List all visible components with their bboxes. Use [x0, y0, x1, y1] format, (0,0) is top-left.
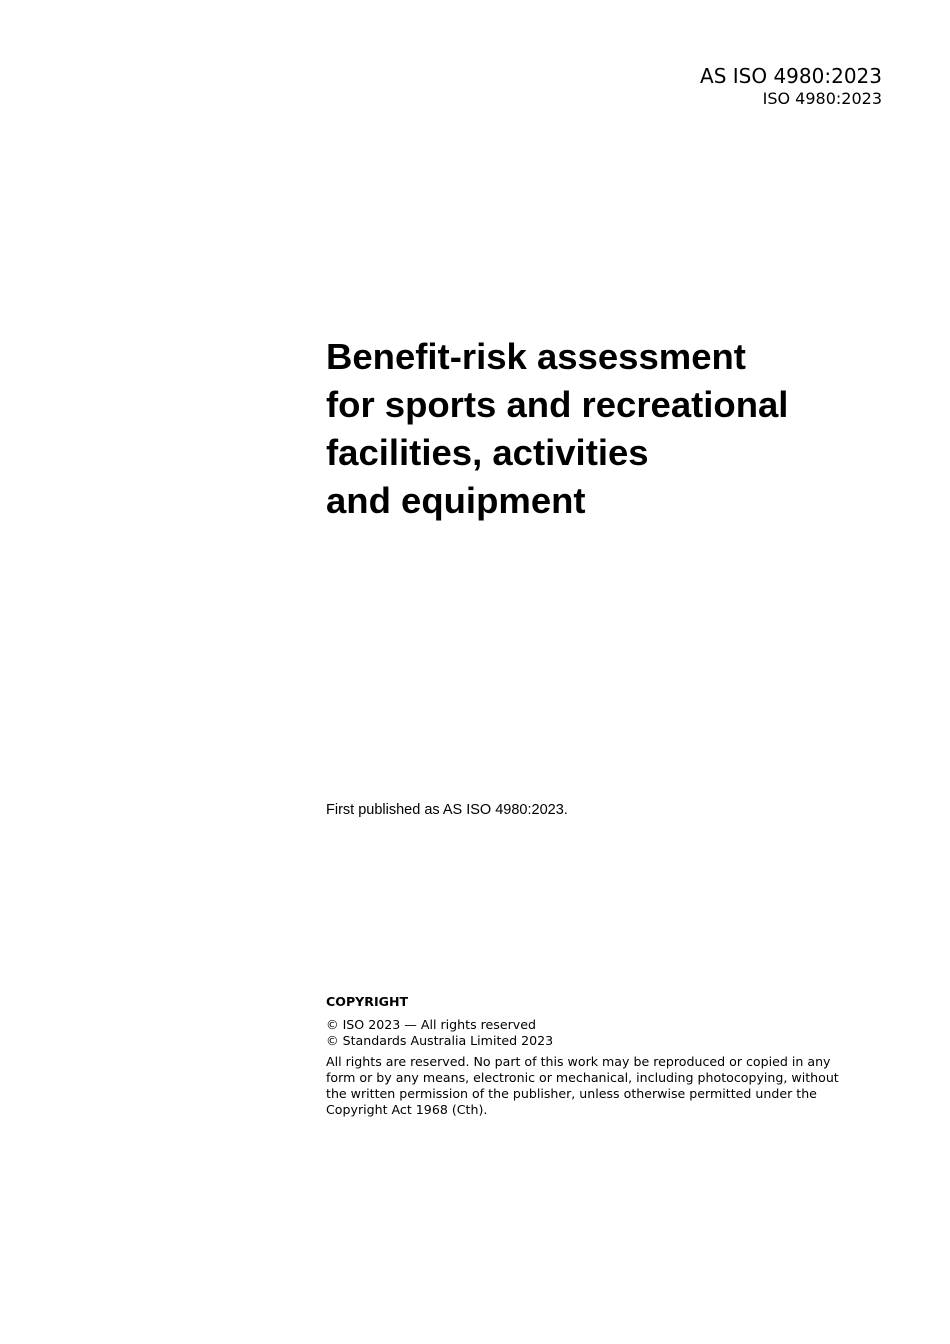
copyright-owner-iso: © ISO 2023 — All rights reserved	[326, 1017, 536, 1032]
copyright-block	[326, 994, 856, 1118]
copyright-owner-standards-australia: © Standards Australia Limited 2023	[326, 1033, 554, 1048]
title-line: facilities, activities	[326, 432, 649, 473]
title-line: and equipment	[326, 480, 586, 521]
title-line: Benefit-risk assessment	[326, 336, 746, 377]
iso-designation: ISO 4980:2023	[762, 89, 882, 108]
copyright-heading: COPYRIGHT	[326, 994, 409, 1009]
copyright-notice: All rights are reserved. No part of this work may be reproduced or copied in any form or by any means, electronic or mechanical, including photocopying, without the written permission of the publisher, unless otherwise permitted under the Copyright Act 1968 (Cth).	[326, 1054, 839, 1117]
standard-designations	[700, 63, 882, 109]
as-iso-designation: AS ISO 4980:2023	[700, 64, 882, 88]
document-title	[326, 333, 886, 525]
title-line: for sports and recreational	[326, 384, 789, 425]
publication-note: First published as AS ISO 4980:2023.	[326, 802, 568, 818]
